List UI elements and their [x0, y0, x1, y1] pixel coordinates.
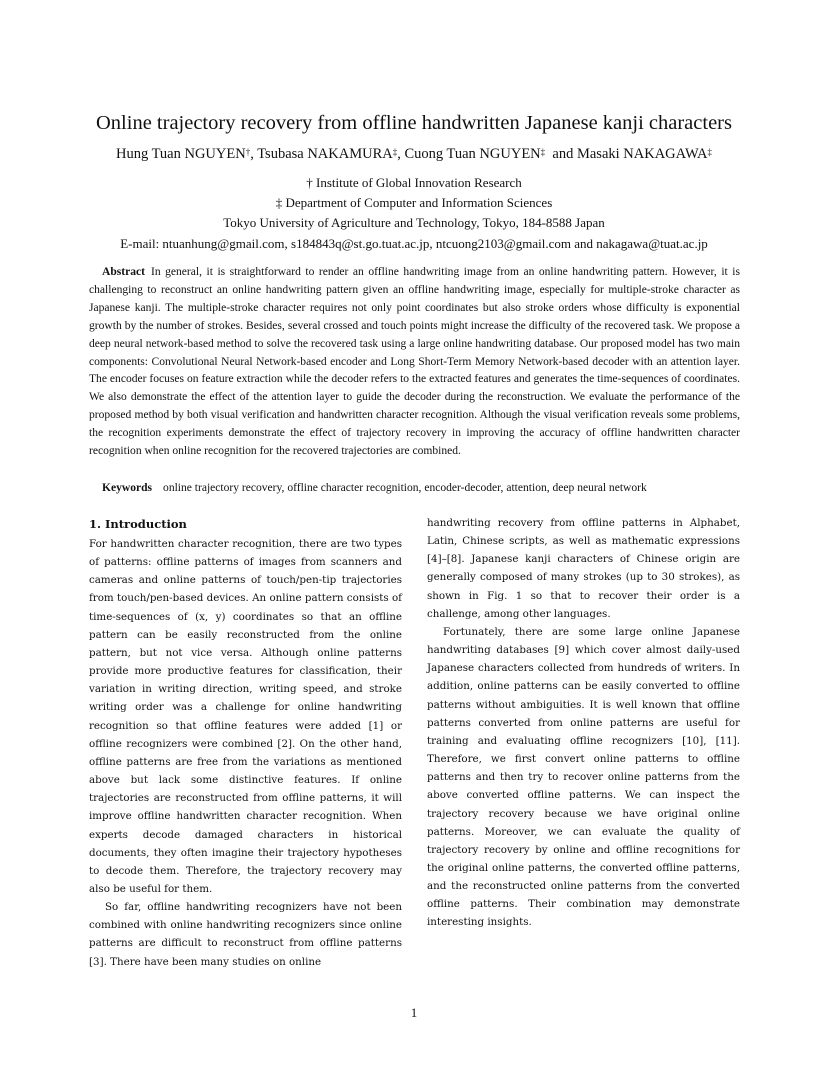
body-paragraph: For handwritten character recognition, there are two types of patterns: offline patterns of images from scanners and cameras and online patterns of touch/pen-tip trajectories from touch/pen-based devices. An online pattern consists of time-sequences of (x, y) coordinates so that an offline pattern can be easily reconstructed from the online pattern, but not vice versa. Although online patterns provide more productive features for classification, their variation in writing direction, writing speed, and stroke writing order was a challenge for online handwriting recognition so that offline features were added [1] or offline recognizers were combined [2]. On the other hand, offline patterns are free from the variations as mentioned above but lack some distinctive features. If online trajectories are reconstructed from offline patterns, it will improve offline handwritten character recognition. When experts decode damaged characters in historical documents, they often imagine their trajectory hypotheses to decode them. Therefore, the trajectory recovery may also be useful for them. — [89, 538, 402, 895]
affiliation-line: † Institute of Global Innovation Research — [306, 175, 522, 190]
abstract-label: Abstract — [102, 266, 145, 278]
body-paragraph: So far, offline handwriting recognizers have not been combined with online handwriting recognizers since online patterns are difficult to reconstruct from offline patterns [3]. There have been many studies on online — [89, 901, 402, 968]
author-separator: , — [397, 146, 405, 162]
author-emails: E-mail: ntuanhung@gmail.com, s184843q@st.go.tuat.ac.jp, ntcuong2103@gmail.com and nakagawa@tuat.ac.jp — [120, 236, 708, 251]
author-separator: and — [545, 146, 577, 162]
keywords-label: Keywords — [102, 482, 153, 494]
author-mark: † — [245, 147, 251, 157]
keywords — [102, 480, 742, 496]
author-separator: , — [250, 146, 258, 162]
author-list — [0, 143, 828, 165]
affiliation-line: Tokyo University of Agriculture and Technology, Tokyo, 184-8588 Japan — [223, 215, 605, 230]
right-column — [427, 514, 740, 932]
body-paragraph: Fortunately, there are some large online Japanese handwriting databases [9] which cover almost daily-used Japanese characters collected from hundreds of writers. In addition, online patterns can be easily converted to offline patterns without ambiguities. It is well known that offline patterns converted from online patterns are useful for training and evaluating offline recognizers [10], [11]. Therefore, we first convert online patterns to offline patterns and then try to recover online patterns from the above converted offline patterns. We can inspect the trajectory recovery because we have original online patterns. Moreover, we can evaluate the quality of trajectory recovery by online and offline recognitions for the original online patterns, the converted offline patterns, and the reconstructed online patterns from the converted offline patterns. Their combination may demonstrate interesting insights. — [427, 625, 740, 929]
abstract-text: In general, it is straightforward to render an offline handwriting image from an online handwriting pattern. However, it is challenging to reconstruct an online handwriting pattern given an offline handwriting image, especially for multiple-stroke character as Japanese kanji. The multiple-stroke character requires not only point coordinates but also stroke orders whose difficulty is exponential growth by the number of strokes. Besides, several crossed and touch points might increase the difficulty of the recovered task. We propose a deep neural network-based method to solve the recovered task using a large online handwriting database. Our proposed model has two main components: Convolutional Neural Network-based encoder and Long Short-Term Memory Network-based decoder with an attention layer. The encoder focuses on feature extraction while the decoder refers to the extracted features and generates the time-sequences of coordinates. We also demonstrate the effect of the attention layer to guide the decoder during the reconstruction. We evaluate the performance of the proposed method by both visual verification and handwritten character recognition. Although the visual verification reveals some problems, the recognition experiments demonstrate the effect of trajectory recovery in improving the accuracy of offline handwritten character recognition when online recognition for the recovered trajectories are combined. — [89, 266, 740, 458]
author-mark: ‡ — [392, 147, 398, 157]
left-column — [89, 514, 402, 971]
affiliation-line: ‡ Department of Computer and Information Sciences — [275, 195, 553, 210]
author-name: Hung Tuan NGUYEN — [115, 146, 246, 162]
body-paragraph: handwriting recovery from offline patterns in Alphabet, Latin, Chinese scripts, as well as mathematic expressions [4]–[8]. Japanese kanji characters of Chinese origin are generally composed of many strokes (up to 30 strokes), as shown in Fig. 1 so that to recover their order is a challenge, among other languages. — [427, 517, 740, 620]
page-number: 1 — [410, 1005, 418, 1020]
author-name: Masaki NAKAGAWA — [576, 146, 708, 162]
author-mark: ‡ — [540, 147, 546, 157]
keywords-text: online trajectory recovery, offline character recognition, encoder-decoder, attention, deep neural network — [163, 482, 647, 494]
author-mark: ‡ — [707, 147, 712, 157]
paper-title: Online trajectory recovery from offline handwritten Japanese kanji characters — [96, 112, 732, 134]
author-name: Tsubasa NAKAMURA — [257, 146, 393, 162]
section-heading: 1. Introduction — [89, 517, 187, 531]
author-name: Cuong Tuan NGUYEN — [404, 146, 541, 162]
abstract — [89, 264, 740, 461]
